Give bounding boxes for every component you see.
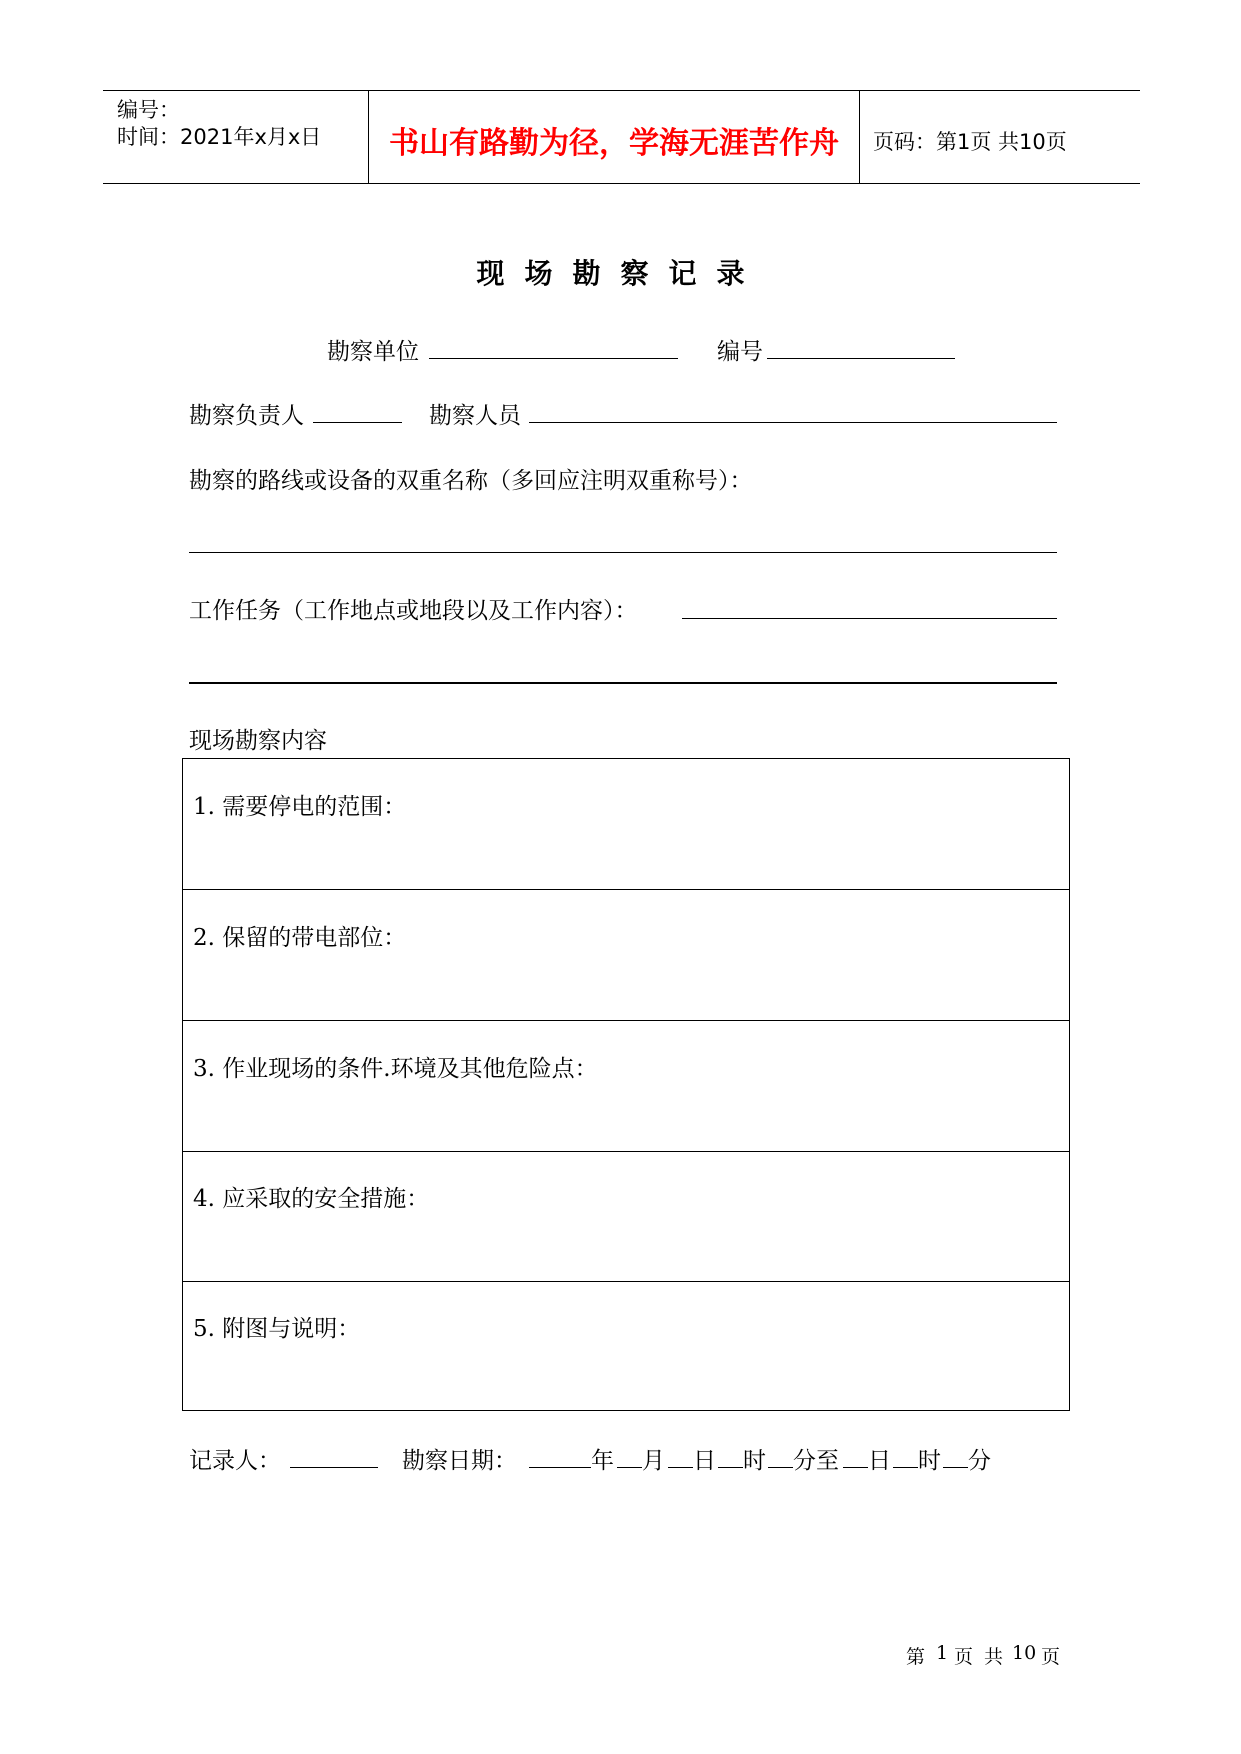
header-motto: 书山有路勤为径，学海无涯苦作舟 bbox=[389, 126, 839, 161]
content-row-label: 5. 附图与说明： bbox=[193, 1316, 361, 1342]
header-page-label: 页码：第1页 共10页 bbox=[873, 130, 1067, 154]
content-row-site-conditions[interactable] bbox=[183, 1021, 1069, 1152]
header-time-label: 时间：2021年x月x日 bbox=[117, 125, 322, 149]
minute-to-unit: 分至 bbox=[793, 1448, 839, 1474]
footer-di: 第 bbox=[906, 1646, 926, 1668]
month-field[interactable] bbox=[617, 1467, 642, 1468]
header-serial-label: 编号： bbox=[117, 98, 180, 122]
end-hour-field[interactable] bbox=[893, 1467, 918, 1468]
serial-label: 编号 bbox=[717, 339, 763, 365]
leader-label: 勘察负责人 bbox=[189, 403, 304, 429]
hour-field[interactable] bbox=[718, 1467, 743, 1468]
year-unit: 年 bbox=[591, 1448, 614, 1474]
month-unit: 月 bbox=[642, 1448, 665, 1474]
footer-total-pages: 10 bbox=[1012, 1642, 1037, 1664]
content-table bbox=[182, 758, 1070, 1411]
content-row-power-off-range[interactable] bbox=[183, 759, 1069, 890]
footer-gong: 共 bbox=[984, 1646, 1004, 1668]
content-row-attachments[interactable] bbox=[183, 1281, 1069, 1410]
page-title: 现场勘察记录 bbox=[476, 257, 765, 290]
hour-unit: 时 bbox=[743, 1448, 766, 1474]
recorder-field[interactable] bbox=[290, 1467, 378, 1468]
survey-date-label: 勘察日期： bbox=[402, 1448, 517, 1474]
day-field[interactable] bbox=[668, 1467, 693, 1468]
content-row-live-parts[interactable] bbox=[183, 890, 1069, 1021]
header-divider-right bbox=[859, 90, 860, 184]
day-unit: 日 bbox=[693, 1448, 716, 1474]
end-hour-unit: 时 bbox=[918, 1448, 941, 1474]
header-bottom-rule bbox=[103, 183, 1140, 184]
header-top-rule bbox=[103, 90, 1140, 91]
route-field[interactable] bbox=[189, 552, 1057, 553]
unit-label: 勘察单位 bbox=[327, 339, 419, 365]
recorder-label: 记录人： bbox=[189, 1448, 281, 1474]
end-minute-unit: 分 bbox=[968, 1448, 991, 1474]
footer-ye2: 页 bbox=[1041, 1646, 1061, 1668]
task-field-line1[interactable] bbox=[682, 618, 1057, 619]
end-minute-field[interactable] bbox=[943, 1467, 968, 1468]
task-field-line2[interactable] bbox=[189, 682, 1057, 684]
content-row-label: 4. 应采取的安全措施： bbox=[193, 1186, 430, 1212]
end-day-unit: 日 bbox=[868, 1448, 891, 1474]
task-label: 工作任务（工作地点或地段以及工作内容）： bbox=[189, 598, 638, 624]
staff-label: 勘察人员 bbox=[429, 403, 521, 429]
unit-field[interactable] bbox=[429, 358, 678, 359]
staff-field[interactable] bbox=[529, 422, 1057, 423]
year-field[interactable] bbox=[529, 1467, 591, 1468]
content-row-label: 3. 作业现场的条件.环境及其他危险点： bbox=[193, 1056, 598, 1082]
serial-field[interactable] bbox=[767, 358, 955, 359]
content-row-label: 1. 需要停电的范围： bbox=[193, 794, 407, 820]
content-row-label: 2. 保留的带电部位： bbox=[193, 925, 407, 951]
content-row-safety-measures[interactable] bbox=[183, 1151, 1069, 1282]
leader-field[interactable] bbox=[313, 422, 402, 423]
route-label: 勘察的路线或设备的双重名称（多回应注明双重称号）： bbox=[189, 468, 753, 494]
end-day-field[interactable] bbox=[843, 1467, 868, 1468]
footer-page-number: 1 bbox=[936, 1642, 949, 1664]
minute-field[interactable] bbox=[768, 1467, 793, 1468]
footer-ye: 页 bbox=[954, 1646, 974, 1668]
content-label: 现场勘察内容 bbox=[189, 728, 327, 754]
